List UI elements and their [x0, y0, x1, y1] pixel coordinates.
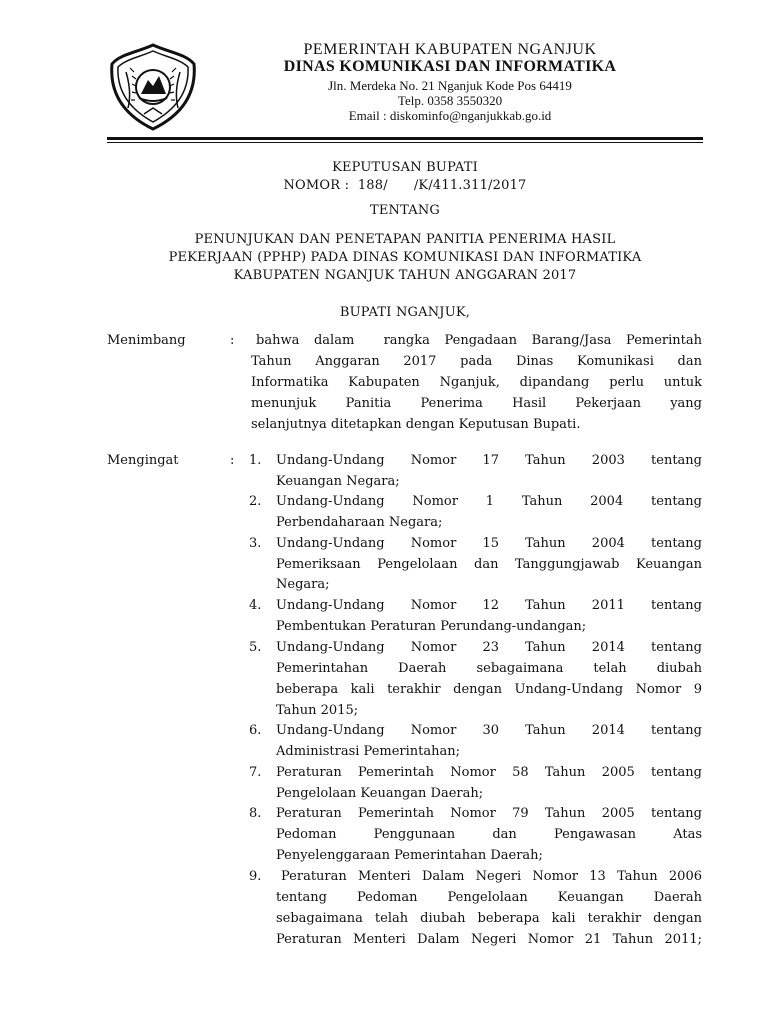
list-item-line: Undang-Undang Nomor 30 Tahun 2014 tentang — [276, 723, 702, 738]
list-item-line: Undang-Undang Nomor 15 Tahun 2004 tentang — [276, 536, 702, 551]
letterhead-divider-thick — [107, 137, 703, 140]
list-item-number: 5. — [249, 640, 262, 655]
list-item-line: Pengelolaan Keuangan Daerah; — [276, 786, 484, 801]
list-item-number: 1. — [249, 453, 262, 468]
decree-title: KEPUTUSAN BUPATI — [332, 160, 478, 175]
list-item-line: Undang-Undang Nomor 23 Tahun 2014 tentang — [276, 640, 702, 655]
decree-number: NOMOR : 188/ /K/411.311/2017 — [283, 178, 527, 193]
list-item-line: Pemeriksaan Pengelolaan dan Tanggungjawab Keuangan — [276, 557, 702, 572]
decree-subject-line: PEKERJAAN (PPHP) PADA DINAS KOMUNIKASI DAN INFORMATIKA — [168, 250, 642, 265]
list-item-line: Administrasi Pemerintahan; — [276, 744, 461, 759]
list-item-number: 6. — [249, 723, 262, 738]
list-item-number: 2. — [249, 494, 262, 509]
mengingat-label: Mengingat — [107, 453, 179, 468]
decree-about: TENTANG — [369, 203, 441, 218]
list-item-line: Pedoman Penggunaan dan Pengawasan Atas — [276, 827, 702, 842]
menimbang-line: Informatika Kabupaten Nganjuk, dipandang perlu untuk — [251, 375, 702, 390]
list-item-line: Peraturan Pemerintah Nomor 79 Tahun 2005 tentang — [276, 806, 702, 821]
list-item-number: 7. — [249, 765, 262, 780]
menimbang-line: Tahun Anggaran 2017 pada Dinas Komunikasi dan — [251, 354, 702, 369]
list-item-line: Undang-Undang Nomor 12 Tahun 2011 tentang — [276, 598, 702, 613]
letterhead-phone: Telp. 0358 3550320 — [397, 93, 503, 108]
list-item-line: Negara; — [276, 577, 330, 592]
menimbang-label: Menimbang — [107, 333, 186, 348]
list-item-line: beberapa kali terakhir dengan Undang-Undang Nomor 9 — [276, 682, 702, 697]
list-item-line: Penyelenggaraan Pemerintahan Daerah; — [276, 848, 543, 863]
menimbang-line: menunjuk Panitia Penerima Hasil Pekerjaan yang — [251, 396, 702, 411]
list-item-line: Perbendaharaan Negara; — [276, 515, 443, 530]
list-item-number: 9. — [249, 869, 262, 884]
menimbang-colon: : — [230, 333, 235, 348]
list-item-line: Undang-Undang Nomor 17 Tahun 2003 tentang — [276, 453, 702, 468]
letterhead-divider-thin — [107, 142, 703, 143]
list-item-number: 3. — [249, 536, 262, 551]
list-item-line: Pembentukan Peraturan Perundang-undangan; — [276, 619, 587, 634]
regency-emblem-icon — [108, 42, 198, 132]
list-item-line: Peraturan Menteri Dalam Negeri Nomor 21 Tahun 2011; — [276, 932, 702, 947]
list-item-line: Undang-Undang Nomor 1 Tahun 2004 tentang — [276, 494, 702, 509]
mengingat-colon: : — [230, 453, 235, 468]
list-item-line: Peraturan Menteri Dalam Negeri Nomor 13 Tahun 2006 — [281, 869, 702, 884]
list-item-number: 4. — [249, 598, 262, 613]
letterhead-address: Jln. Merdeka No. 21 Nganjuk Kode Pos 64419 — [328, 78, 572, 93]
menimbang-line: selanjutnya ditetapkan dengan Keputusan Bupati. — [251, 417, 581, 432]
menimbang-line: bahwa dalam rangka Pengadaan Barang/Jasa Pemerintah — [256, 333, 702, 348]
decree-subject-line: KABUPATEN NGANJUK TAHUN ANGGARAN 2017 — [233, 268, 577, 283]
list-item-line: Pemerintahan Daerah sebagaimana telah diubah — [276, 661, 702, 676]
letterhead-email: Email : diskominfo@nganjukkab.go.id — [348, 108, 552, 123]
list-item-number: 8. — [249, 806, 262, 821]
decree-subject-line: PENUNJUKAN DAN PENETAPAN PANITIA PENERIMA HASIL — [194, 232, 616, 247]
list-item-line: Keuangan Negara; — [276, 474, 400, 489]
letterhead-agency: DINAS KOMUNIKASI DAN INFORMATIKA — [283, 58, 617, 75]
list-item-line: sebagaimana telah diubah beberapa kali terakhir dengan — [276, 911, 702, 926]
decree-issuer: BUPATI NGANJUK, — [339, 305, 471, 320]
list-item-line: Peraturan Pemerintah Nomor 58 Tahun 2005 tentang — [276, 765, 702, 780]
letterhead-government: PEMERINTAH KABUPATEN NGANJUK — [303, 41, 597, 58]
list-item-line: Tahun 2015; — [276, 703, 359, 718]
list-item-line: tentang Pedoman Pengelolaan Keuangan Daerah — [276, 890, 702, 905]
